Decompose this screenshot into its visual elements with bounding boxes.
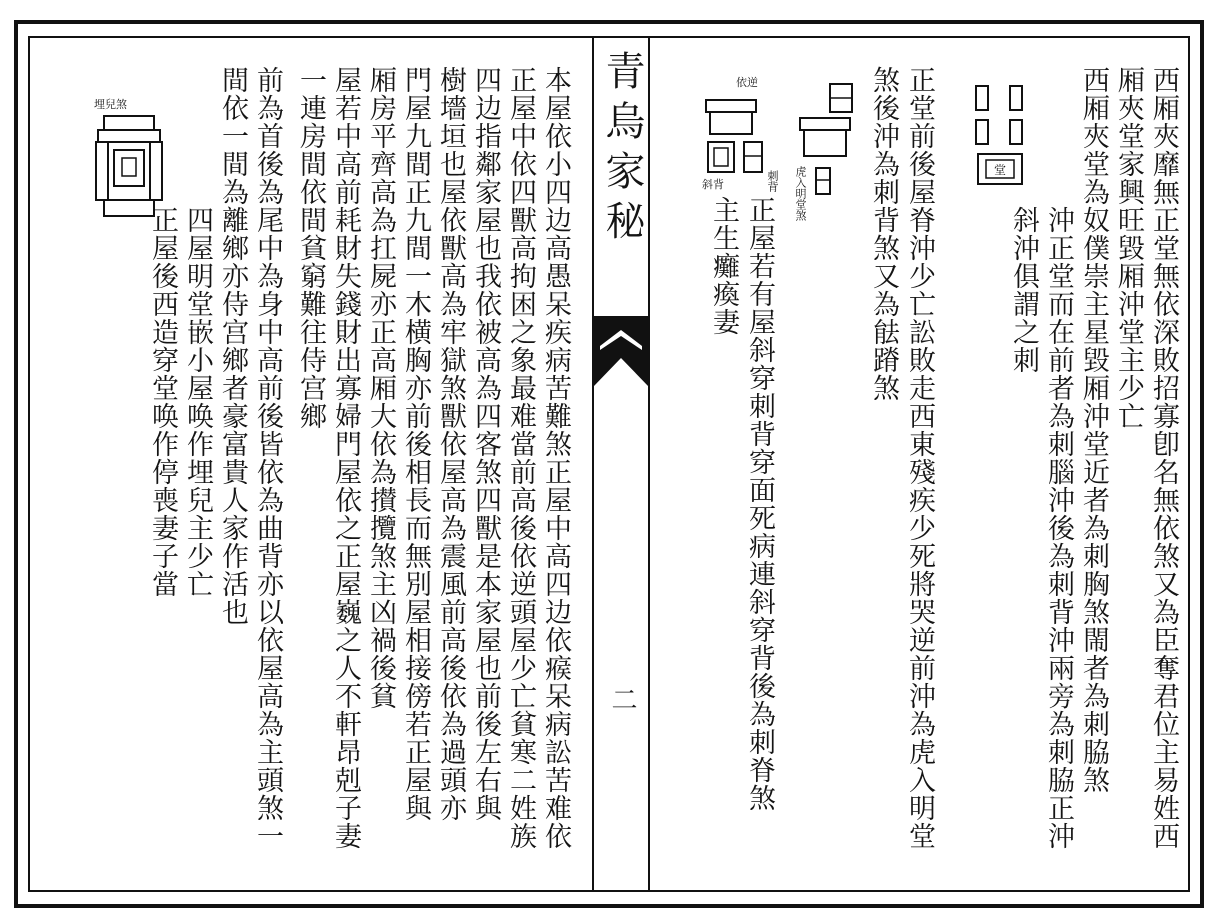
- left-column-4: 樹墻垣也屋依獸高為牢獄煞獸依屋高為震風前高後依為過頭亦: [435, 66, 466, 822]
- book-title: 青烏家秘: [599, 50, 645, 250]
- left-column-5: 門屋九間正九間一木横胸亦前後相長而無別屋相接傍若正屋與: [400, 66, 431, 822]
- slant-note: 斜背: [702, 178, 724, 191]
- left-column-8: 一連房間依間貧窮難往侍宫鄉: [295, 66, 326, 430]
- back-note: 刺背: [766, 170, 779, 192]
- left-column-9: 前為首後為尾中為身中高前後皆依為曲背亦以依屋高為主頭煞一: [252, 66, 283, 850]
- left-column-7: 屋若中高前耗財失錢財出寡婦門屋依之正屋巍之人不軒昂剋子妻: [330, 66, 361, 850]
- right-column-2: 厢夾堂家興旺毀厢沖堂主少亡: [1113, 66, 1144, 430]
- right-column-4: 沖正堂而在前者為刺腦沖後為刺背沖兩旁為刺脇正沖: [1043, 206, 1074, 850]
- left-column-11: 四屋明堂嵌小屋唤作埋兒主少亡: [182, 206, 213, 598]
- right-column-7: 煞後沖為刺背煞又為䏻蹐煞: [868, 66, 899, 402]
- left-column-10: 間依一間為離鄉亦侍宫鄉者豪富貴人家作活也: [217, 66, 248, 626]
- left-column-3: 四边指鄰家屋也我依被高為四客煞四獸是本家屋也前後左右與: [470, 66, 501, 822]
- diagram-house-wings: [970, 80, 1030, 190]
- left-column-1: 本屋依小四边高愚呆疾病苦難煞正屋中高四边依瘊呆病訟苦难依: [540, 66, 571, 850]
- book-spine-column: [592, 36, 650, 892]
- left-column-6: 厢房平齊高為扛屍亦正高厢大依為攅攬煞主凶禍後貧: [365, 66, 396, 710]
- fish-tail-ornament: [594, 316, 648, 386]
- right-column-9: 主生癱瘓妻: [708, 196, 739, 336]
- left-column-12: 正屋後西造穿堂唤作停喪妻子當: [147, 206, 178, 598]
- right-column-8: 正屋若有屋斜穿刺背穿面死病連斜穿背後為刺脊煞: [744, 196, 775, 812]
- right-column-3: 西厢夾堂為奴僕崇主星毀厢沖堂近者為刺胸煞閙者為刺脇煞: [1078, 66, 1109, 794]
- svg-text:堂: 堂: [993, 163, 1007, 177]
- right-column-6: 正堂前後屋脊沖少亡訟敗走西東殘疾少死將哭逆前沖為虎入明堂: [904, 66, 935, 850]
- diagram-bury-child: [92, 112, 166, 222]
- tiger-hall-note: 虎入明堂煞: [794, 166, 807, 221]
- right-column-5: 斜沖俱謂之刺: [1008, 206, 1039, 374]
- bury-child-note: 埋兒煞: [94, 98, 127, 111]
- left-column-2: 正屋中依四獸高拘困之象最难當前高後依逆頭屋少亡貧寒二姓族: [505, 66, 536, 850]
- right-column-1: 西厢夾靡無正堂無依深敗招寡卽名無依煞又為臣奪君位主易姓西: [1148, 66, 1179, 850]
- pierce-note: 依逆: [736, 76, 758, 89]
- page-number: 二: [607, 686, 637, 712]
